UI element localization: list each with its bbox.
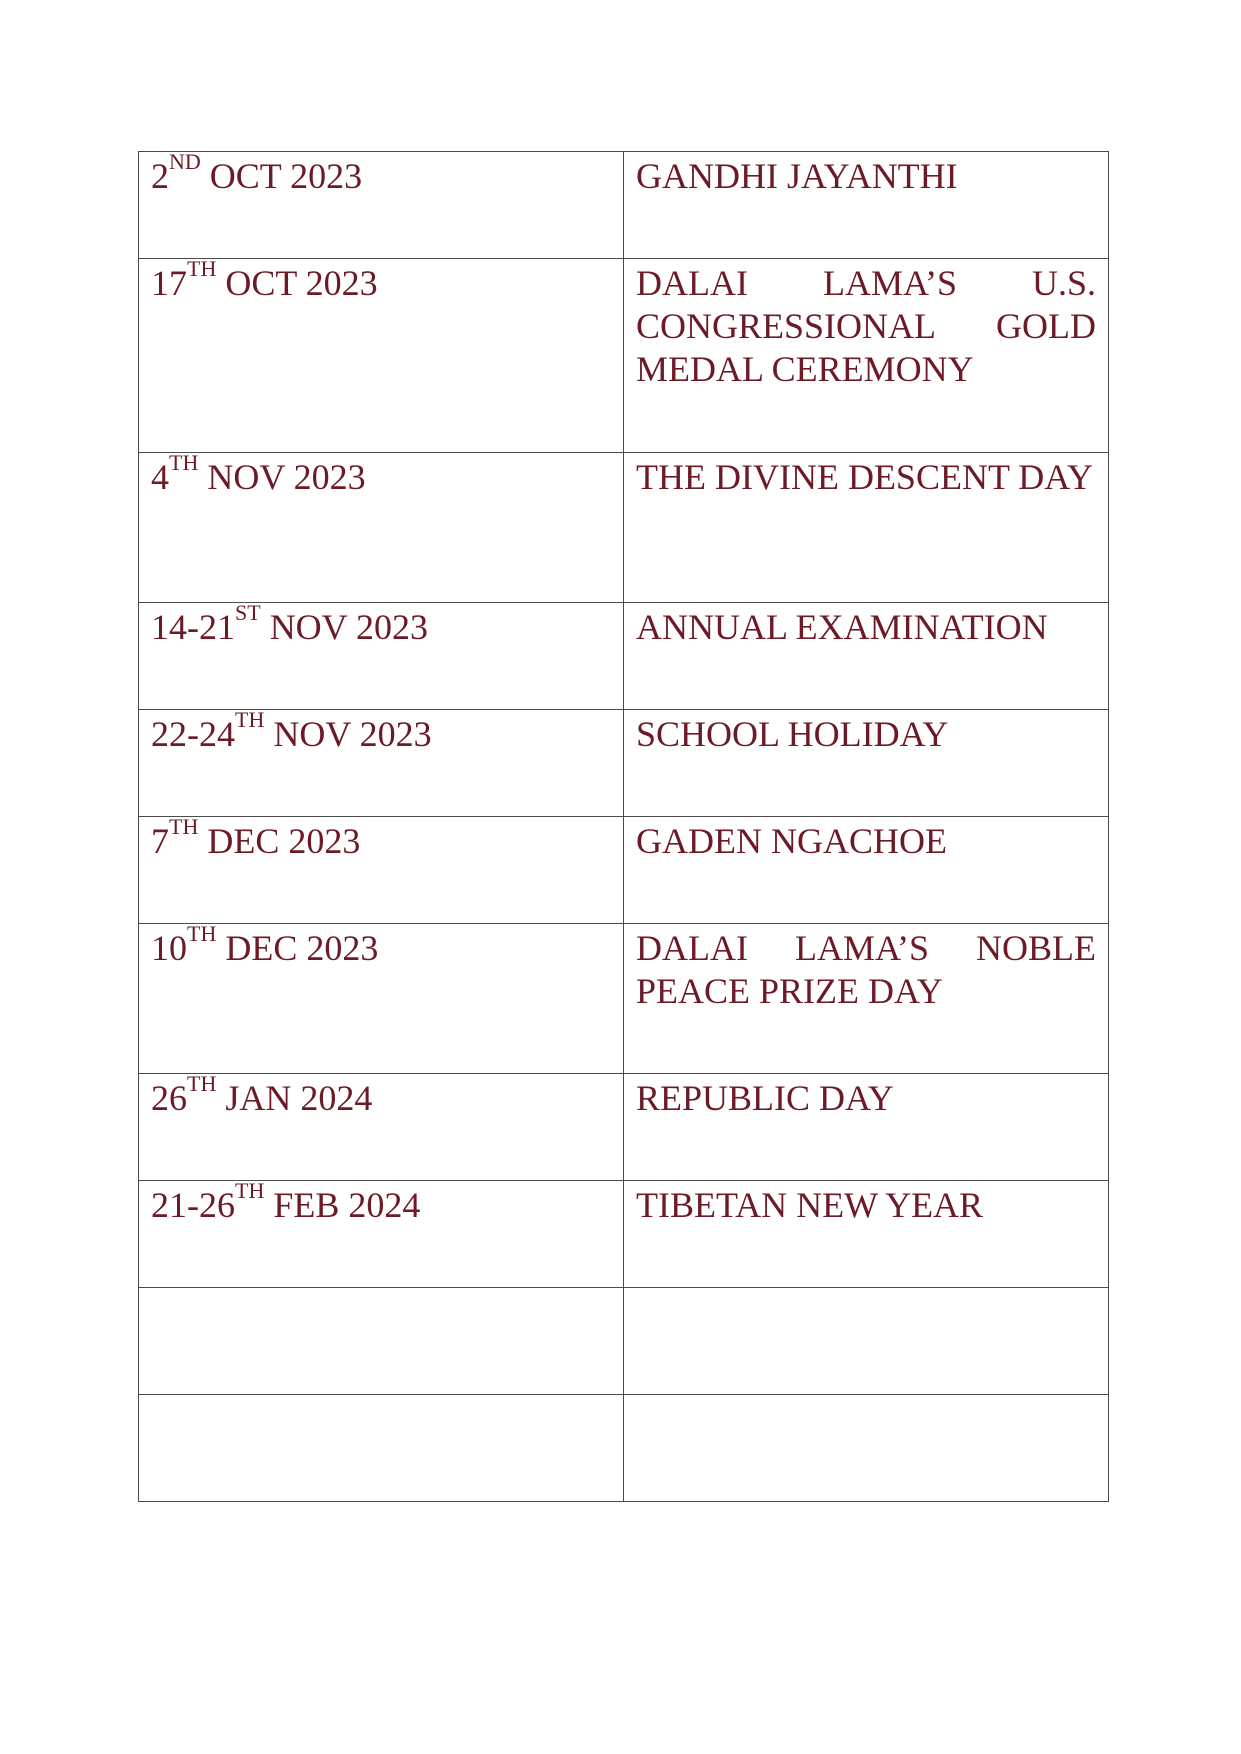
date-cell: 22-24TH NOV 2023 bbox=[139, 710, 624, 817]
date-cell: 7TH DEC 2023 bbox=[139, 817, 624, 924]
table-row bbox=[139, 1288, 1109, 1395]
table-row bbox=[139, 924, 1109, 1074]
date-cell: 2ND OCT 2023 bbox=[139, 152, 624, 259]
date-cell bbox=[139, 1395, 624, 1502]
event-cell: DALAI LAMA’S U.S. CONGRESSIONAL GOLD MEDAL CEREMONY bbox=[624, 259, 1109, 453]
table-row bbox=[139, 1074, 1109, 1181]
date-cell: 17TH OCT 2023 bbox=[139, 259, 624, 453]
date-cell: 14-21ST NOV 2023 bbox=[139, 603, 624, 710]
table-row bbox=[139, 603, 1109, 710]
event-cell: GANDHI JAYANTHI bbox=[624, 152, 1109, 259]
event-cell: REPUBLIC DAY bbox=[624, 1074, 1109, 1181]
table-row bbox=[139, 817, 1109, 924]
event-cell bbox=[624, 1395, 1109, 1502]
table-row bbox=[139, 259, 1109, 453]
event-cell: TIBETAN NEW YEAR bbox=[624, 1181, 1109, 1288]
event-cell: ANNUAL EXAMINATION bbox=[624, 603, 1109, 710]
table-row bbox=[139, 152, 1109, 259]
event-cell bbox=[624, 1288, 1109, 1395]
table-row bbox=[139, 453, 1109, 603]
date-cell: 4TH NOV 2023 bbox=[139, 453, 624, 603]
date-cell: 21-26TH FEB 2024 bbox=[139, 1181, 624, 1288]
table-row bbox=[139, 1395, 1109, 1502]
date-cell: 10TH DEC 2023 bbox=[139, 924, 624, 1074]
event-cell: SCHOOL HOLIDAY bbox=[624, 710, 1109, 817]
table-row bbox=[139, 710, 1109, 817]
event-cell: THE DIVINE DESCENT DAY bbox=[624, 453, 1109, 603]
date-cell: 26TH JAN 2024 bbox=[139, 1074, 624, 1181]
table-row bbox=[139, 1181, 1109, 1288]
event-cell: DALAI LAMA’S NOBLE PEACE PRIZE DAY bbox=[624, 924, 1109, 1074]
date-cell bbox=[139, 1288, 624, 1395]
event-cell: GADEN NGACHOE bbox=[624, 817, 1109, 924]
calendar-table bbox=[138, 151, 1109, 1502]
